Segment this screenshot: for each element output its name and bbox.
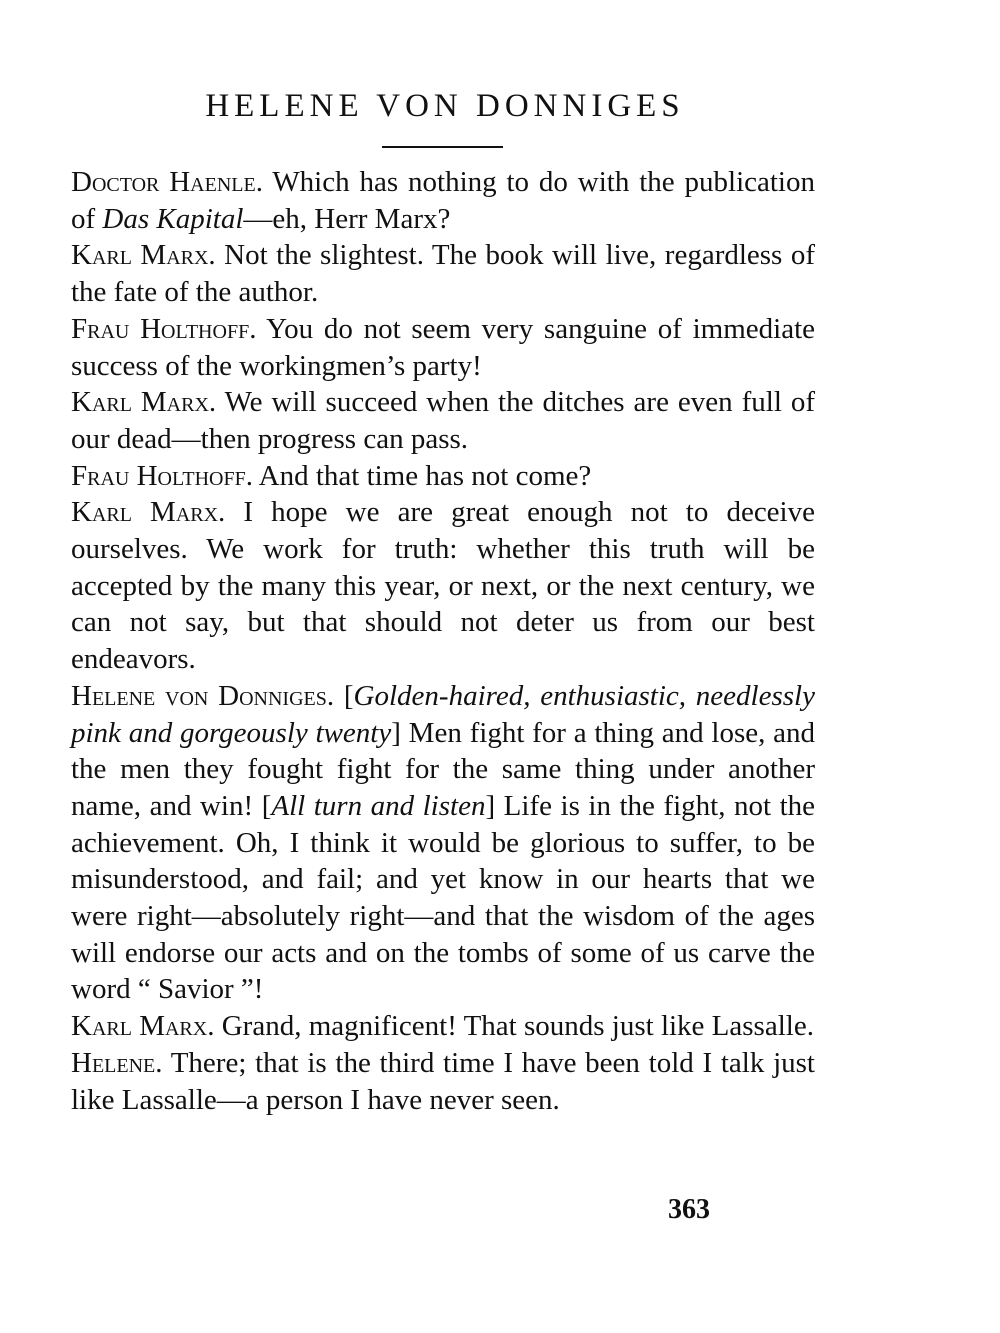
dialogue-line: Not the slightest. The book will live, regardless of the fate of the author. <box>71 239 815 309</box>
speaker-name: Doctor Haenle. <box>71 166 263 198</box>
bracket: ] <box>485 789 496 822</box>
dialogue-line: You do not seem very sanguine of immediate success of the workingmen’s party! <box>71 312 815 382</box>
paragraph-karl-marx-1 <box>71 237 815 310</box>
paragraph-doctor-haenle <box>71 164 815 237</box>
stage-direction: All turn and listen <box>271 789 486 822</box>
dialogue-line: Life is in the fight, not the achievement. Oh, I think it would be glorious to suffer, to be misunderstood, and fail; and yet know in our hearts that we were right—absolutely right—and that the wisdom of the ages will endorse our acts and on the tombs of some of us carve the word “ Savior ”! <box>71 789 816 1006</box>
dialogue-line: Men fight for a thing and lose, and the men they fought fight for the same thing under another name, and win! <box>71 716 815 822</box>
dialogue-text <box>71 164 815 1118</box>
dialogue-line: Which has nothing to do with the publication of <box>71 166 815 235</box>
speaker-name: Karl Marx. <box>71 239 216 272</box>
paragraph-frau-holthoff-2 <box>71 458 815 495</box>
dialogue-line: We will succeed when the ditches are even full of our dead—then progress can pass. <box>71 386 815 455</box>
bracket: ] <box>391 716 401 749</box>
speaker-name: Helene. <box>71 1046 163 1079</box>
paragraph-frau-holthoff-1 <box>71 311 815 384</box>
speaker-name: Karl Marx. <box>71 386 217 419</box>
speaker-name: Helene von Donniges. <box>71 679 335 712</box>
bracket: [ <box>261 789 272 822</box>
title-rule <box>382 146 503 148</box>
running-head: HELENE VON DONNIGES <box>205 88 685 124</box>
bracket: [ <box>334 679 354 712</box>
page-number: 363 <box>668 1194 710 1225</box>
paragraph-karl-marx-3 <box>71 494 815 678</box>
dialogue-line: I hope we are great enough not to deceive ourselves. We work for truth: whether this truth will be accepted by the many this year, or next, or the next century, we can not say, but that should not deter us from our best endeavors. <box>71 496 815 676</box>
dialogue-line: And that time has not come? <box>252 459 592 492</box>
paragraph-karl-marx-2 <box>71 384 815 457</box>
paragraph-karl-marx-4 <box>71 1008 815 1045</box>
paragraph-helene <box>71 1045 815 1118</box>
speaker-name: Frau Holthoff. <box>71 459 253 492</box>
paragraph-helene-von-donniges <box>71 678 815 1008</box>
speaker-name: Karl Marx. <box>71 1010 215 1043</box>
dialogue-line: —eh, Herr Marx? <box>243 202 451 235</box>
dialogue-line: There; that is the third time I have been told I talk just like Lassalle—a person I have never seen. <box>71 1046 815 1116</box>
dialogue-line: Grand, magnificent! That sounds just like Lassalle. <box>214 1010 814 1043</box>
speaker-name: Frau Holthoff. <box>71 312 257 345</box>
speaker-name: Karl Marx. <box>71 496 226 529</box>
stage-direction: Golden-haired, enthusiastic, needlessly pink and gorgeously twenty <box>71 679 815 749</box>
book-title: Das Kapital <box>102 202 244 235</box>
